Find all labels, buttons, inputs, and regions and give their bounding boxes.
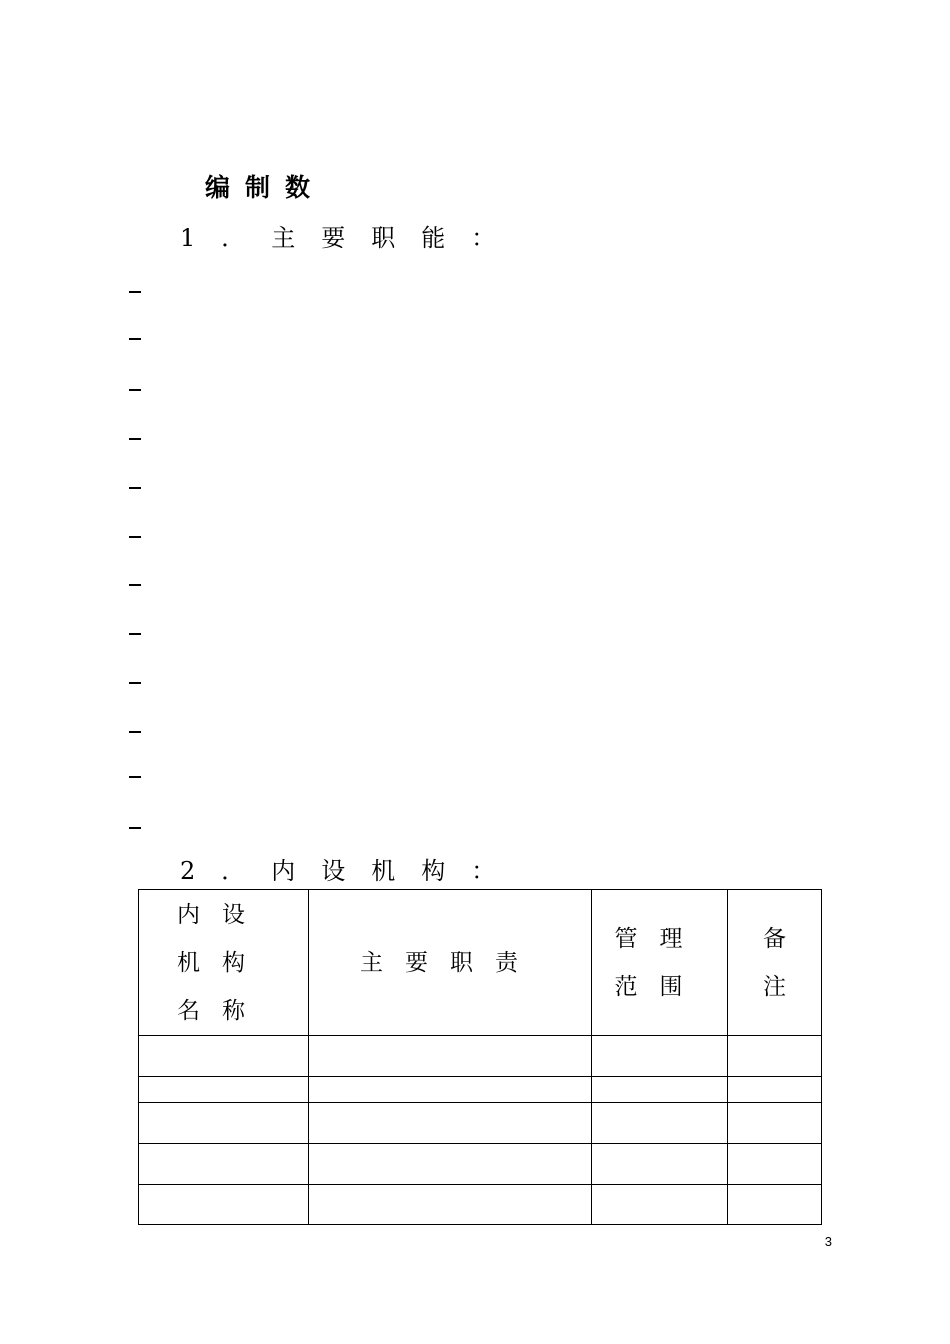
table-cell [728, 1185, 822, 1225]
table-row [139, 1036, 822, 1077]
dash-item [129, 584, 141, 586]
table-cell [592, 1036, 728, 1077]
dash-item [129, 338, 141, 340]
header-management-scope [592, 890, 728, 1036]
table-cell [309, 1077, 592, 1103]
table-row [139, 1185, 822, 1225]
table-header-row [139, 890, 822, 1036]
dash-item [129, 682, 141, 684]
table-cell [592, 1103, 728, 1144]
section-heading-internal-units: 2．内设机构： [180, 857, 522, 885]
dash-item [129, 776, 141, 778]
page-number: 3 [824, 1234, 832, 1249]
header-remarks-line: 注 [763, 973, 786, 1000]
table-cell [728, 1144, 822, 1185]
dash-item [129, 731, 141, 733]
dash-item [129, 633, 141, 635]
header-unit-name [139, 890, 309, 1036]
table-row [139, 1077, 822, 1103]
table-cell [728, 1077, 822, 1103]
table-cell [728, 1036, 822, 1077]
table-cell [139, 1036, 309, 1077]
table-cell [728, 1103, 822, 1144]
header-unit-name-line: 内设 [177, 901, 267, 928]
dash-item [129, 487, 141, 489]
header-scope-line: 范围 [614, 973, 705, 1000]
header-remarks [728, 890, 822, 1036]
document-title: 编制数 [205, 173, 326, 202]
table-row [139, 1144, 822, 1185]
header-unit-name-line: 名称 [177, 997, 267, 1024]
table-cell [309, 1144, 592, 1185]
table-cell [139, 1185, 309, 1225]
dash-item [129, 536, 141, 538]
table-cell [592, 1144, 728, 1185]
header-remarks-line: 备 [763, 925, 786, 952]
table-cell [139, 1144, 309, 1185]
section-heading-main-functions: 1．主要职能： [180, 224, 522, 252]
table-cell [309, 1185, 592, 1225]
table-cell [309, 1036, 592, 1077]
table-row [139, 1103, 822, 1144]
table-cell [139, 1103, 309, 1144]
table-cell [309, 1103, 592, 1144]
table-cell [592, 1185, 728, 1225]
dash-item [129, 438, 141, 440]
header-main-duties [309, 890, 592, 1036]
internal-units-table [138, 889, 822, 1225]
dash-item [129, 827, 141, 829]
header-unit-name-line: 机构 [177, 949, 267, 976]
dash-item [129, 291, 141, 293]
table-cell [139, 1077, 309, 1103]
table-cell [592, 1077, 728, 1103]
dash-item [129, 389, 141, 391]
header-scope-line: 管理 [614, 925, 705, 952]
header-main-duties-label: 主要职责 [360, 949, 540, 976]
